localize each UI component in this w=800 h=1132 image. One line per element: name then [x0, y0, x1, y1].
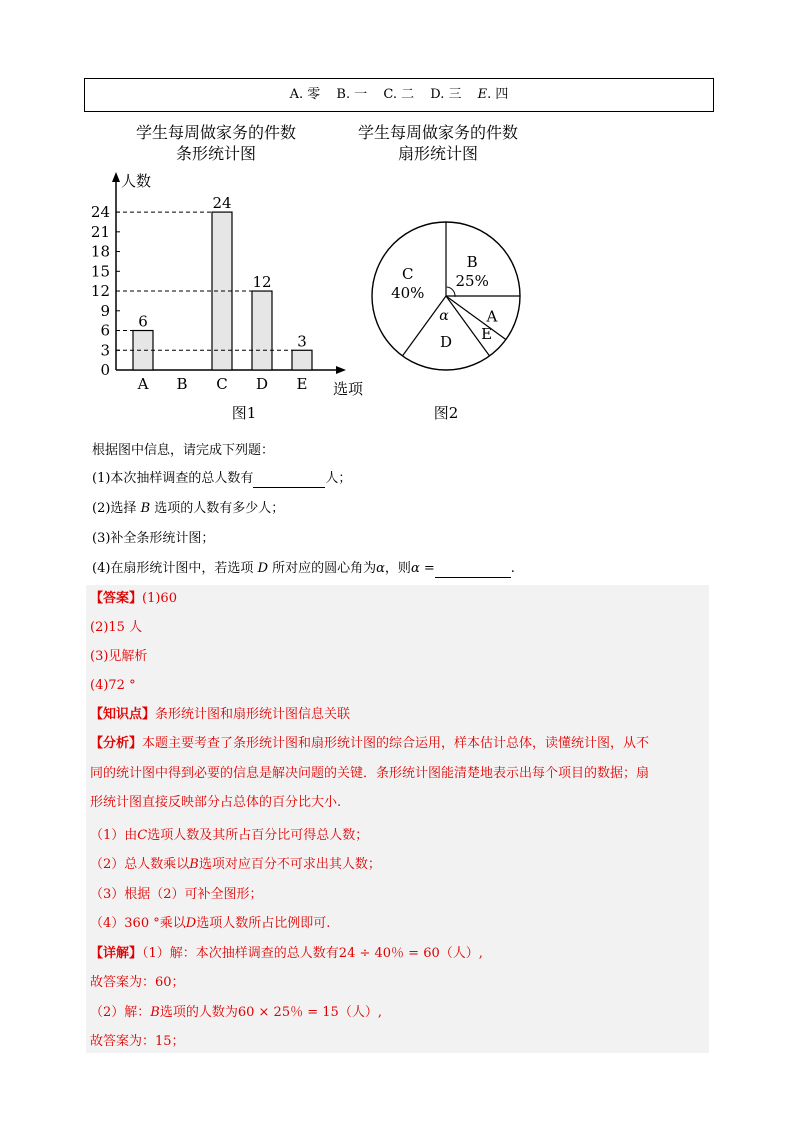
bar [292, 350, 312, 370]
analysis-line-2: 同的统计图中得到必要的信息是解决问题的关键．条形统计图能清楚地表示出每个项目的数据；扇 [90, 766, 650, 781]
x-tick-label: C [216, 375, 228, 393]
x-tick-label: A [137, 375, 149, 393]
option-c: C. 二 [383, 87, 415, 102]
pie-slice-label: B [466, 252, 478, 271]
y-tick-label: 6 [100, 321, 110, 340]
fig1-label: 图1 [231, 404, 257, 422]
option-b: B. 一 [336, 87, 368, 102]
x-axis-label: 选项 [333, 380, 364, 398]
pie-slice-percent: 40% [391, 284, 425, 303]
q1-blank[interactable] [253, 473, 325, 488]
bar-title-line1: 学生每周做家务的件数 [135, 123, 296, 142]
step-3: （3）根据（2）可补全图形； [90, 887, 263, 902]
x-axis-arrow [336, 366, 346, 374]
detail-line-1: 【详解】（1）解：本次抽样调查的总人数有24 ÷ 40％ = 60（人）, [90, 946, 483, 961]
answer-line-3: (3)见解析 [90, 649, 148, 664]
bar [133, 331, 153, 370]
pie-slice-label: C [402, 265, 414, 284]
y-tick-label: 21 [90, 222, 110, 241]
option-e: E. 四 [477, 87, 509, 102]
figure-svg [0, 0, 800, 440]
analysis-line-3: 形统计图直接反映部分占总体的百分比大小. [90, 795, 342, 810]
y-tick-label: 24 [90, 203, 110, 222]
y-tick-label: 15 [90, 262, 110, 281]
data-label: 24 [212, 194, 232, 213]
question-2: (2)选择 B 选项的人数有多少人； [92, 501, 285, 516]
y-axis-label: 人数 [121, 172, 152, 190]
step-1: （1）由C选项人数及其所占百分比可得总人数； [90, 828, 369, 843]
knowledge-point: 【知识点】条形统计图和扇形统计图信息关联 [90, 707, 351, 722]
pie-title-line1: 学生每周做家务的件数 [357, 123, 518, 142]
fig2-label: 图2 [433, 404, 459, 422]
q4-blank[interactable] [435, 563, 511, 578]
analysis-line-1: 【分析】本题主要考查了条形统计图和扇形统计图的综合运用，样本估计总体，读懂统计图，从不 [90, 736, 650, 751]
y-axis-arrow [112, 172, 120, 182]
question-1: (1)本次抽样调查的总人数有 人； [92, 471, 352, 486]
answer-line-1: 【答案】(1)60 [90, 591, 177, 606]
pie-chart [372, 222, 520, 370]
y-tick-label: 0 [100, 361, 110, 379]
question-intro: 根据图中信息，请完成下列题： [92, 443, 275, 458]
alpha-label: α [439, 308, 449, 324]
x-tick-label: D [255, 375, 269, 393]
y-tick-label: 12 [90, 282, 110, 301]
question-4: (4)在扇形统计图中，若选项 D 所对应的圆心角为α，则α = . [92, 561, 515, 576]
detail-line-2: （2）解：B选项的人数为60 × 25％ = 15（人）, [90, 1005, 382, 1020]
option-d: D. 三 [430, 87, 462, 102]
y-tick-label: 9 [100, 301, 110, 320]
x-tick-label: E [296, 375, 308, 393]
bar [252, 291, 272, 370]
option-a: A. 零 [289, 87, 321, 102]
y-tick-label: 18 [90, 242, 110, 261]
pie-slice-label: A [486, 307, 498, 326]
answer-line-2: (2)15 人 [90, 620, 143, 635]
detail-answer-2: 故答案为：15； [90, 1034, 185, 1049]
step-4: （4）360 °乘以D选项人数所占比例即可. [90, 916, 331, 931]
pie-slice-label: E [481, 324, 493, 343]
data-label: 6 [138, 312, 148, 331]
pie-title-line2: 扇形统计图 [397, 144, 478, 163]
pie-slice-percent: 25% [455, 271, 489, 290]
answer-line-4: (4)72 ° [90, 678, 136, 693]
y-tick-label: 3 [100, 341, 110, 360]
data-label: 3 [297, 332, 307, 351]
detail-answer-1: 故答案为：60； [90, 975, 185, 990]
data-label: 12 [252, 273, 272, 292]
pie-slice-label: D [439, 332, 453, 351]
bar-chart [91, 172, 364, 398]
bar-title-line2: 条形统计图 [175, 144, 256, 163]
step-2: （2）总人数乘以B选项对应百分不可求出其人数； [90, 857, 381, 872]
question-3: (3)补全条形统计图； [92, 531, 215, 546]
x-tick-label: B [176, 375, 188, 393]
